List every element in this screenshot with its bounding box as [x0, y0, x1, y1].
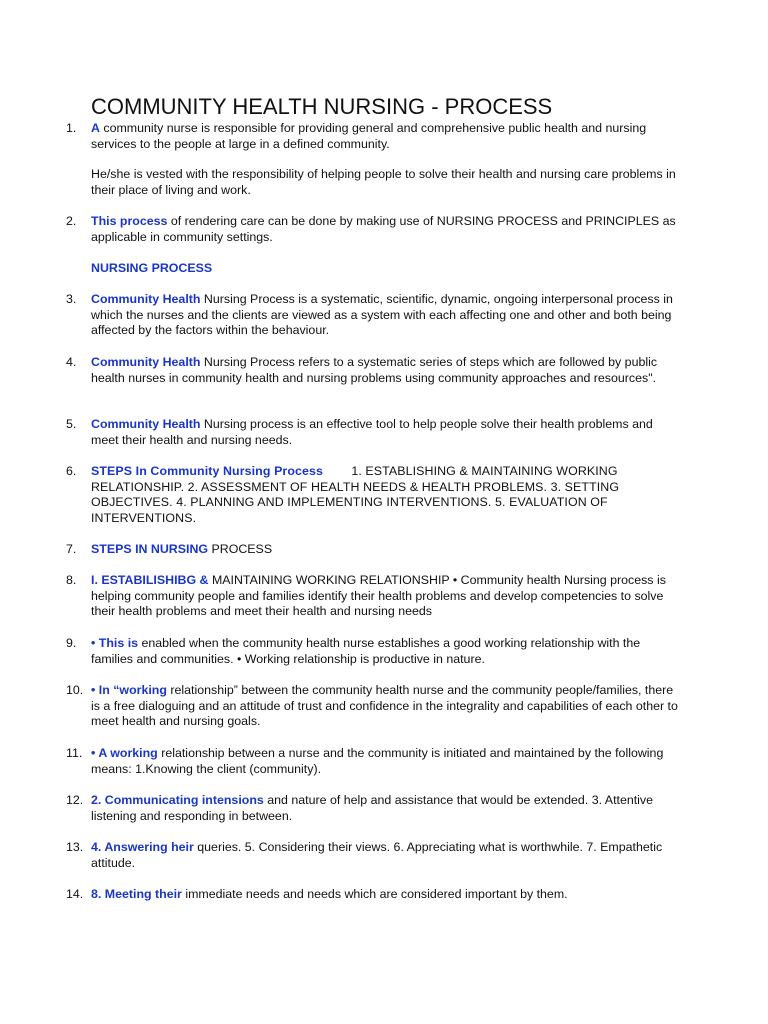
list-item: [91, 683, 681, 730]
page-title: COMMUNITY HEALTH NURSING - PROCESS: [91, 94, 553, 119]
item-text: relationship” between the community health nurse and the community people/families, there is a free dialoguing and an attitude of trust and confidence in the integrality and capabilities of each other to meet health and nursing goals.: [91, 683, 678, 729]
item-lead: • In “working: [91, 683, 167, 697]
item-number: 1.: [66, 121, 77, 135]
item-lead: Community Health: [91, 355, 201, 369]
list-item: [91, 840, 681, 871]
item-number: 14.: [66, 887, 84, 901]
item-lead: STEPS In Community Nursing Process: [91, 464, 323, 478]
item-number: 2.: [66, 214, 77, 228]
item-text: relationship between a nurse and the community is initiated and maintained by the following means: 1.Knowing the client (community).: [91, 746, 664, 776]
item-lead: 2. Communicating intensions: [91, 793, 264, 807]
section-heading: NURSING PROCESS: [91, 261, 213, 275]
item-number: 5.: [66, 417, 77, 431]
item-number: 10.: [66, 683, 84, 697]
list-item: [91, 292, 681, 339]
list-item: [91, 464, 681, 526]
item-number: 3.: [66, 292, 77, 306]
item-number: 8.: [66, 573, 77, 587]
item-text: Nursing Process refers to a systematic series of steps which are followed by public health nurses in community health and nursing problems using community approaches and resources".: [91, 355, 658, 385]
item-text: of rendering care can be done by making use of NURSING PROCESS and PRINCIPLES as applicable in community settings.: [91, 214, 676, 244]
item-number: 13.: [66, 840, 84, 854]
list-item: [91, 573, 681, 620]
item-lead: STEPS IN NURSING: [91, 542, 209, 556]
item-number: 11.: [66, 746, 83, 760]
item-text: community nurse is responsible for providing general and comprehensive public health and nursing services to the people at large in a defined community.: [91, 121, 647, 151]
item-lead: A: [91, 121, 100, 135]
item-number: 12.: [66, 793, 84, 807]
item-text: queries. 5. Considering their views. 6. Appreciating what is worthwhile. 7. Empathetic attitude.: [91, 840, 663, 870]
list-item: [91, 417, 681, 448]
item-lead: I. ESTABILISHIBG &: [91, 573, 209, 587]
list-item: [91, 355, 681, 386]
item-text: MAINTAINING WORKING RELATIONSHIP • Community health Nursing process is helping community people and families identify their health problems and develop competencies to solve their health problems and meet their health and nursing needs: [91, 573, 666, 619]
list-item: [91, 887, 681, 903]
list-item: [91, 214, 681, 245]
item-text: immediate needs and needs which are considered important by them.: [181, 887, 568, 901]
item-number: 9.: [66, 636, 77, 650]
item-lead: • This is: [91, 636, 139, 650]
list-item: [91, 793, 681, 824]
item-text: Nursing Process is a systematic, scientific, dynamic, ongoing interpersonal process in which the nurses and the clients are viewed as a system with each affecting one and other and both being affected by the factors within the behaviour.: [91, 292, 673, 338]
item-lead: This process: [91, 214, 168, 228]
item-number: 7.: [66, 542, 77, 556]
item-text: Nursing process is an effective tool to help people solve their health problems and meet their health and nursing needs.: [91, 417, 653, 447]
item-number: 4.: [66, 355, 77, 369]
list-item: [91, 636, 681, 667]
list-item-continuation: [91, 167, 681, 198]
item-lead: 8. Meeting their: [91, 887, 182, 901]
list-item: [91, 746, 681, 777]
item-text: He/she is vested with the responsibility of helping people to solve their health and nursing care problems in their place of living and work.: [91, 167, 676, 197]
item-number: 6.: [66, 464, 77, 478]
list-item: [91, 542, 681, 558]
item-text: enabled when the community health nurse establishes a good working relationship with the families and communities. • Working relationship is productive in nature.: [91, 636, 641, 666]
item-lead: Community Health: [91, 292, 201, 306]
item-lead: 4. Answering heir: [91, 840, 194, 854]
item-lead: Community Health: [91, 417, 201, 431]
item-lead: • A working: [91, 746, 158, 760]
item-text: and nature of help and assistance that would be extended. 3. Attentive listening and responding in between.: [91, 793, 654, 823]
item-text: PROCESS: [208, 542, 273, 556]
item-text: 1. ESTABLISHING & MAINTAINING WORKING RELATIONSHIP. 2. ASSESSMENT OF HEALTH NEEDS & HEALTH PROBLEMS. 3. SETTING OBJECTIVES. 4. PLANNING AND IMPLEMENTING INTERVENTIONS. 5. EVALUATION OF INTERVENTIONS.: [91, 464, 623, 525]
list-item: [91, 121, 681, 152]
